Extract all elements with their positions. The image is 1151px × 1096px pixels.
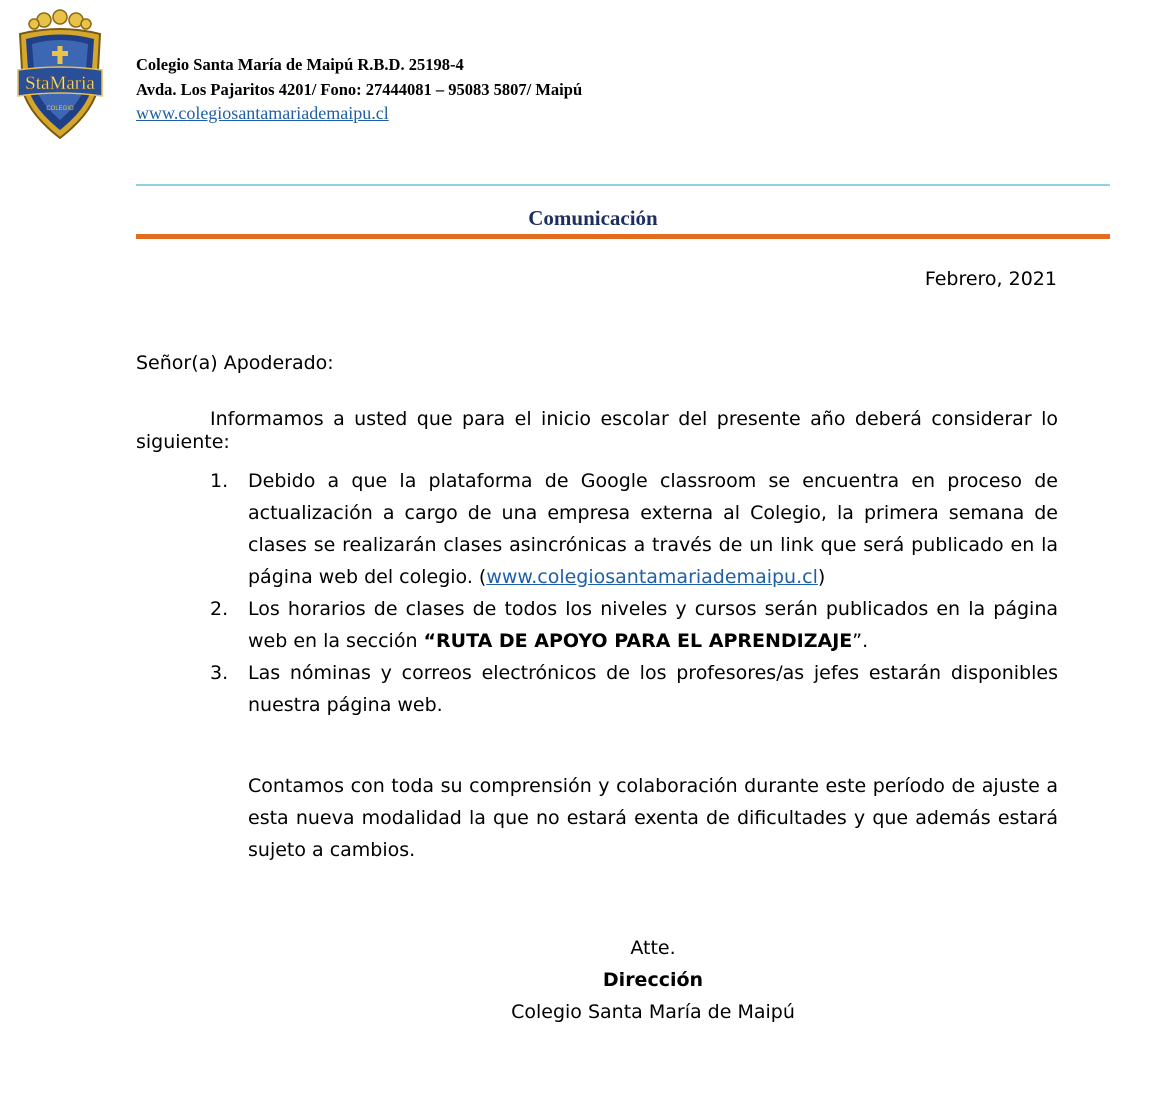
list-item-suffix: ”. bbox=[852, 630, 869, 652]
list-item-suffix: ) bbox=[817, 566, 826, 588]
title-underline bbox=[136, 234, 1110, 239]
logo-text: StaMaria bbox=[25, 73, 95, 94]
greeting: Señor(a) Apoderado: bbox=[136, 352, 334, 374]
list-item bbox=[136, 593, 1058, 657]
document-date: Febrero, 2021 bbox=[924, 268, 1057, 290]
signature-block bbox=[436, 932, 870, 1028]
logo-subtext: COLEGIO bbox=[46, 106, 74, 112]
address-line: Avda. Los Pajaritos 4201/ Fono: 27444081 – 95083 5807/ Maipú bbox=[136, 80, 583, 99]
numbered-list bbox=[136, 465, 1058, 721]
intro-paragraph: Informamos a usted que para el inicio escolar del presente año deberá considerar lo siguiente: bbox=[136, 408, 1058, 453]
header-divider bbox=[136, 184, 1110, 186]
website-link[interactable]: www.colegiosantamariademaipu.cl bbox=[136, 103, 389, 123]
school-name-line: Colegio Santa María de Maipú R.B.D. 25198-4 bbox=[136, 55, 464, 74]
document-title: Comunicación bbox=[528, 206, 658, 230]
signature-school: Colegio Santa María de Maipú bbox=[511, 1001, 795, 1023]
list-number: 3. bbox=[210, 662, 229, 684]
signature-department: Dirección bbox=[602, 969, 704, 991]
school-crest-logo bbox=[10, 8, 110, 144]
closing-paragraph: Contamos con toda su comprensión y colaboración durante este período de ajuste a esta nueva modalidad la que no estará exenta de dificultades y que además estará sujeto a cambios. bbox=[248, 775, 1058, 861]
letterhead bbox=[136, 52, 582, 124]
list-number: 2. bbox=[210, 598, 229, 620]
section-name-bold: “RUTA DE APOYO PARA EL APRENDIZAJE bbox=[423, 630, 853, 652]
website-link-inline[interactable]: www.colegiosantamariademaipu.cl bbox=[486, 566, 818, 588]
list-item-text: Las nóminas y correos electrónicos de los profesores/as jefes estarán disponibles nuestra página web. bbox=[248, 662, 1058, 716]
list-item bbox=[136, 657, 1058, 721]
list-item bbox=[136, 465, 1058, 593]
signature-atte: Atte. bbox=[630, 937, 676, 959]
list-item-text: Los horarios de clases de todos los niveles y cursos serán publicados en la página web en la sección bbox=[248, 598, 1058, 652]
list-item-text: Debido a que la plataforma de Google classroom se encuentra en proceso de actualización a cargo de una empresa externa al Colegio, la primera semana de clases se realizarán clases asincrónicas a través de un link que será publicado en la página web del colegio. ( bbox=[248, 470, 1058, 588]
list-number: 1. bbox=[210, 470, 229, 492]
